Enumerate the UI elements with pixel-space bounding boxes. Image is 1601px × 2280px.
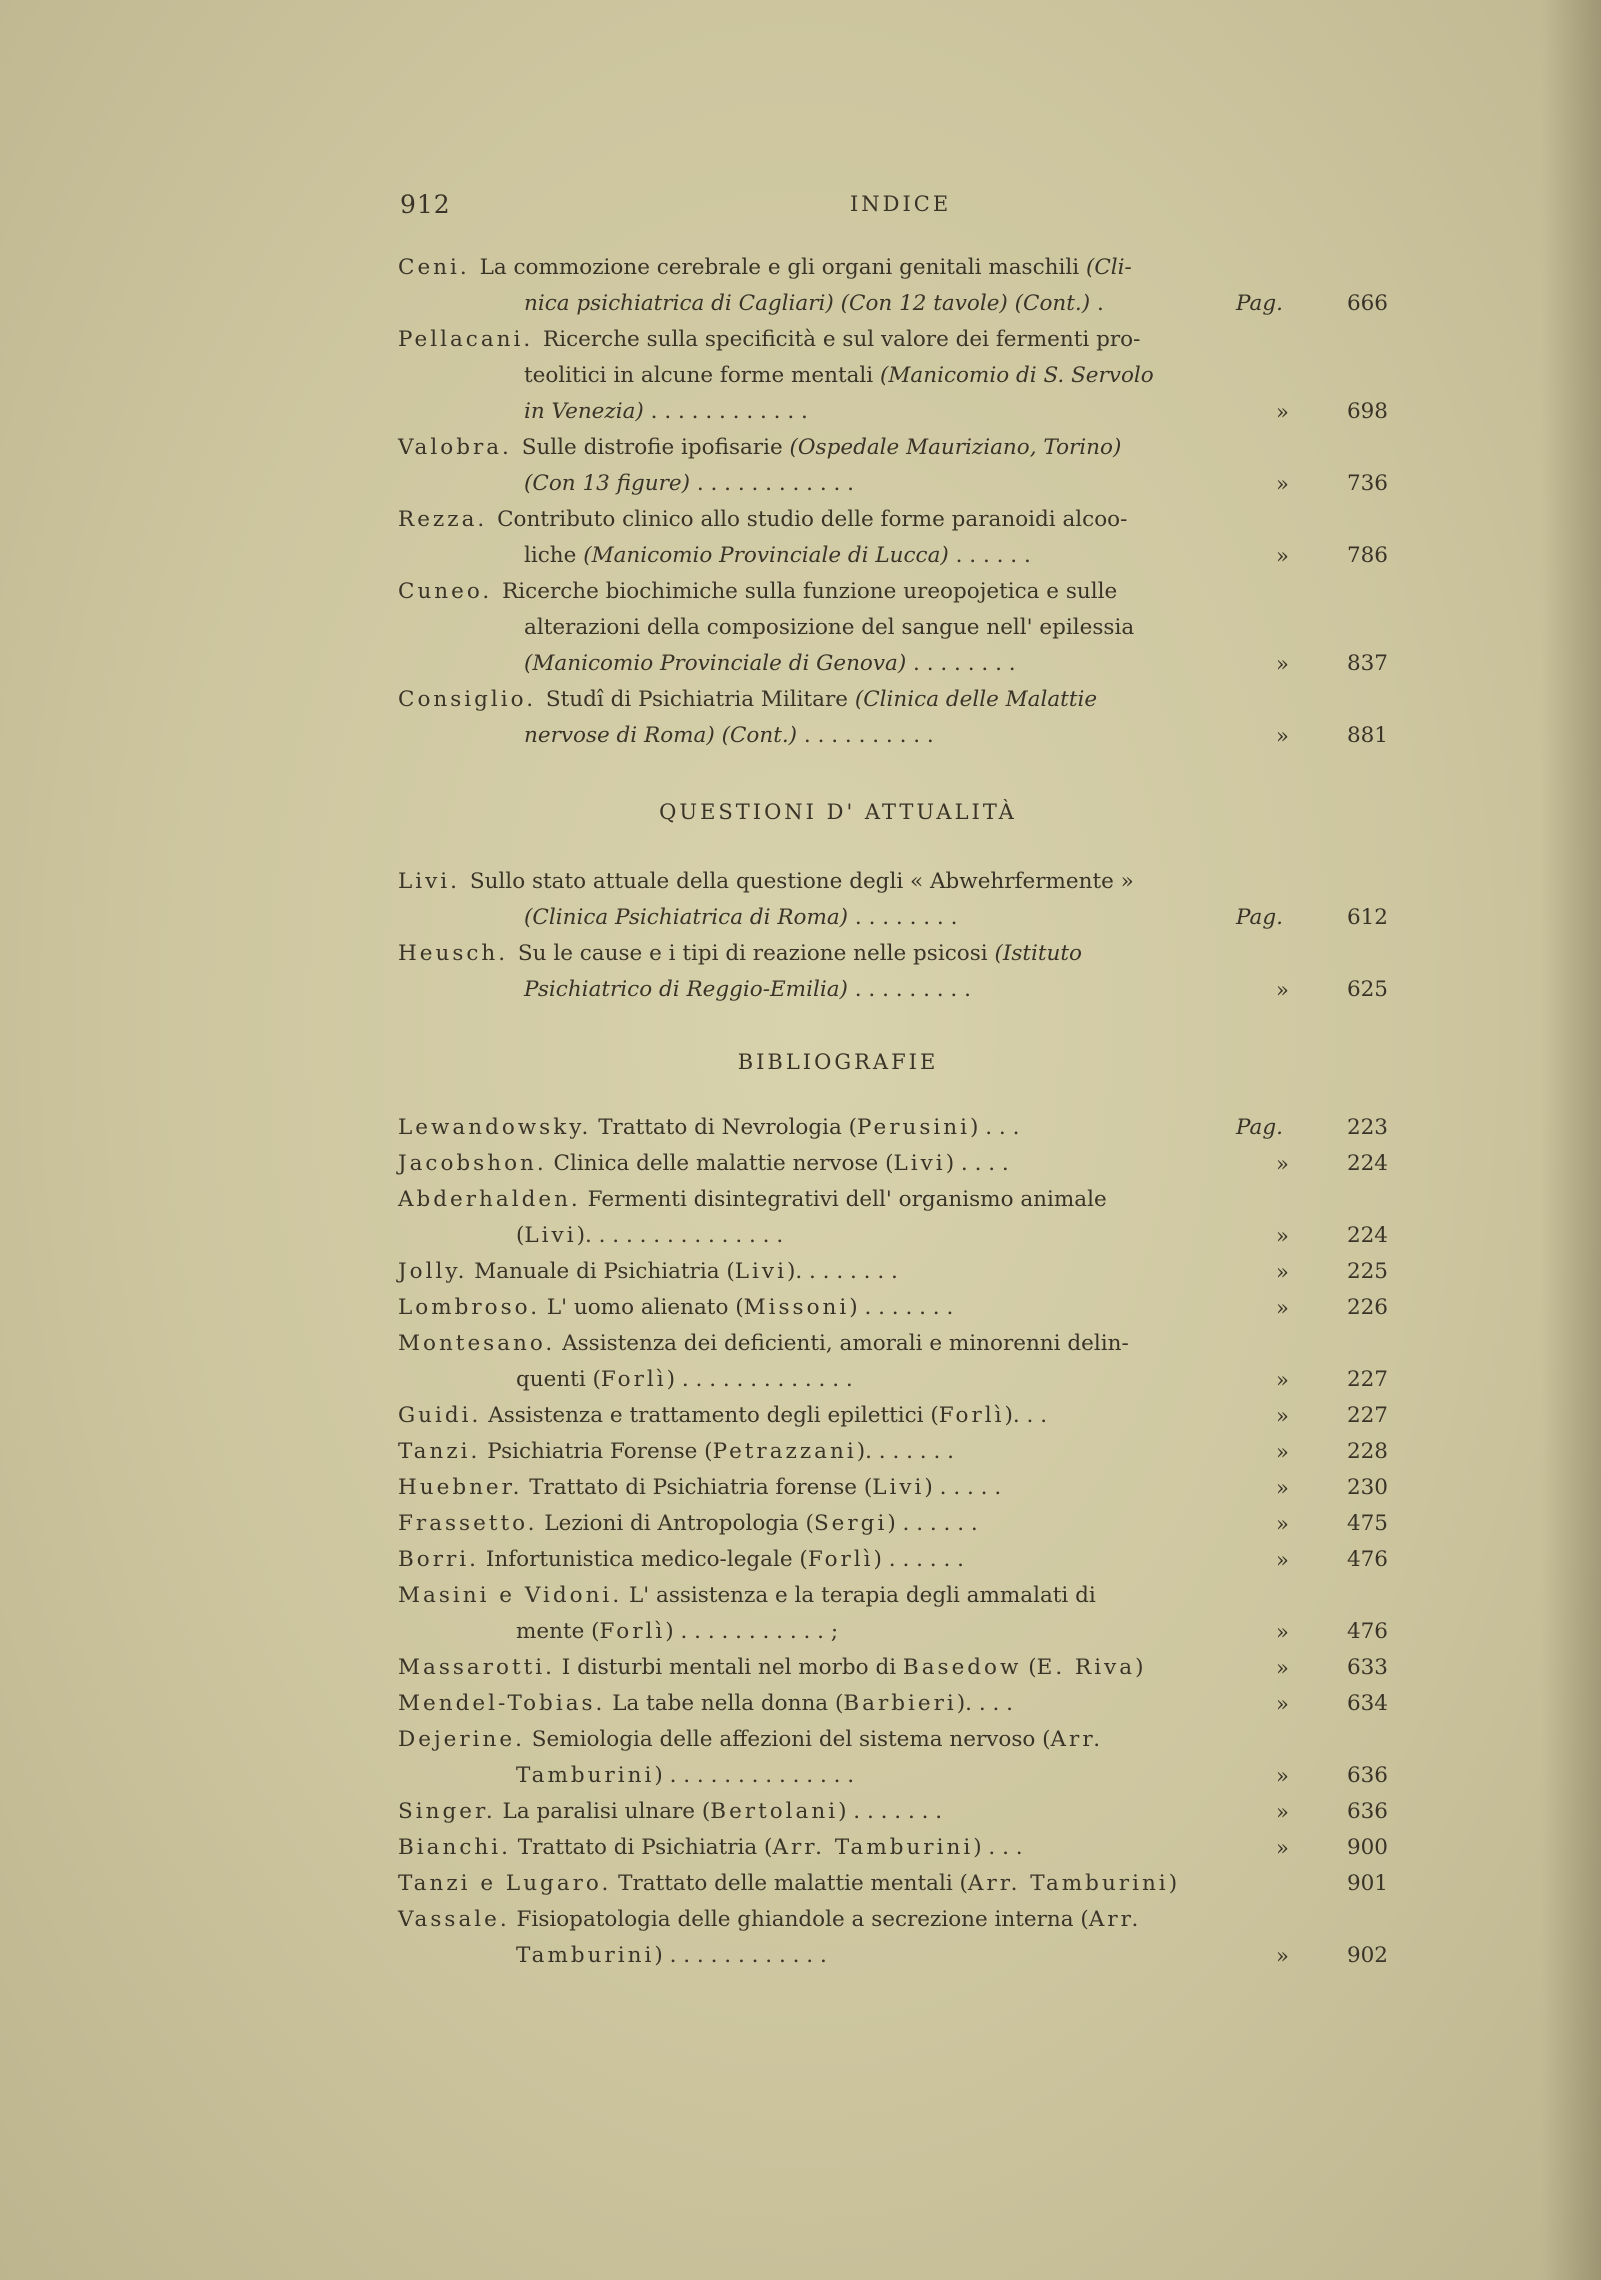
entry-line <box>398 646 1388 682</box>
entry-text: ). . . . . . . . . . . . . . . <box>576 1223 784 1248</box>
index-entry <box>398 1254 1388 1290</box>
entry-author: Cuneo. <box>398 579 503 604</box>
page-reference: 636 <box>1346 1763 1388 1788</box>
entry-text: Trattato di Nevrologia ( <box>591 1115 858 1140</box>
page-reference: 476 <box>1346 1619 1388 1644</box>
person-name: Tamburini <box>516 1763 655 1788</box>
person-name: Lewandowsky. <box>398 1115 592 1140</box>
person-name: Bertolani <box>710 1799 839 1824</box>
entry-text: ). . . . . . . <box>856 1439 954 1464</box>
person-name: Massarotti. <box>398 1655 555 1680</box>
page-reference: 227 <box>1346 1403 1388 1428</box>
ditto-mark: » <box>1276 1548 1289 1572</box>
person-name: Masini e Vidoni. <box>398 1583 623 1608</box>
page-reference: 224 <box>1346 1223 1388 1248</box>
index-entry <box>398 1902 1388 1974</box>
entry-line <box>398 1110 1388 1146</box>
entry-text: ) . . . . . . <box>873 1547 964 1572</box>
page-reference: 625 <box>1346 977 1388 1002</box>
entry-line <box>398 322 1278 358</box>
entry-line <box>398 1290 1388 1326</box>
entry-line <box>398 574 1278 610</box>
entry-line <box>398 1758 1388 1794</box>
entry-line <box>398 1578 1278 1614</box>
person-name: Missoni <box>743 1295 850 1320</box>
entry-text: ) . . . . . . . <box>849 1295 954 1320</box>
entry-line <box>398 1218 1388 1254</box>
person-name: Jolly. <box>398 1259 468 1284</box>
entry-text: L' uomo alienato ( <box>540 1295 744 1320</box>
entry-line <box>398 864 1278 900</box>
institution-text: (Clinica delle Malattie <box>854 687 1098 712</box>
entry-text: Fermenti disintegrativi dell' organismo animale <box>580 1187 1107 1212</box>
pag-label: Pag. <box>1236 291 1283 316</box>
entry-line <box>398 1506 1388 1542</box>
entry-text: Infortunistica medico-legale ( <box>479 1547 808 1572</box>
entry-text: . . . . . . . . . . <box>797 723 934 748</box>
pag-label: Pag. <box>1236 1115 1283 1140</box>
person-name: Perusini <box>857 1115 971 1140</box>
entry-line <box>398 466 1388 502</box>
entry-text: La tabe nella donna ( <box>605 1691 844 1716</box>
index-entry <box>398 322 1388 430</box>
person-name: Abderhalden. <box>398 1187 581 1212</box>
index-entry <box>398 1686 1388 1722</box>
entry-text: Sulle distrofie ipofisarie <box>521 435 790 460</box>
entry-text: . . . . . . . . . . . . <box>643 399 808 424</box>
entry-line <box>398 1650 1388 1686</box>
entry-text: Psichiatria Forense ( <box>480 1439 713 1464</box>
entry-text: Trattato di Psichiatria ( <box>510 1835 773 1860</box>
entry-text: ) . . . . . . . . . . . . <box>654 1943 827 1968</box>
index-entry <box>398 1830 1388 1866</box>
entry-author: Heusch. <box>398 941 518 966</box>
entry-text: Assistenza e trattamento degli epilettici ( <box>481 1403 939 1428</box>
ditto-mark: » <box>1276 1476 1289 1500</box>
entry-text: Trattato di Psichiatria forense ( <box>522 1475 873 1500</box>
page-reference: 736 <box>1346 471 1388 496</box>
index-entry <box>398 1542 1388 1578</box>
entry-text: . . . . . . . . . <box>847 977 971 1002</box>
entry-author: Consiglio. <box>398 687 546 712</box>
entry-line <box>398 1434 1388 1470</box>
institution-text: (Manicomio Provinciale di Lucca) <box>583 543 949 568</box>
ditto-mark: » <box>1276 652 1289 676</box>
entry-line <box>398 1182 1278 1218</box>
section-title-bibliografie: BIBLIOGRAFIE <box>737 1050 939 1074</box>
entry-line <box>398 394 1388 430</box>
entry-text: ). . . <box>1004 1403 1048 1428</box>
page-reference: 634 <box>1346 1691 1388 1716</box>
entry-text: ) . . . . . . . . . . . ; <box>665 1619 839 1644</box>
entry-text: Assistenza dei deficienti, amorali e minorenni delin- <box>555 1331 1129 1356</box>
entry-text: ). . . . <box>956 1691 1014 1716</box>
person-name: Arr. <box>1050 1727 1104 1752</box>
entry-line <box>398 1794 1388 1830</box>
entry-line <box>398 286 1388 322</box>
entry-line <box>398 250 1278 286</box>
index-entry <box>398 502 1388 574</box>
person-name: Huebner. <box>398 1475 523 1500</box>
page-reference: 636 <box>1346 1799 1388 1824</box>
person-name: Barbieri <box>843 1691 957 1716</box>
person-name: Livi <box>872 1475 925 1500</box>
institution-text: nica psichiatrica di Cagliari) (Con 12 tavole) (Cont.) <box>524 291 1091 316</box>
institution-text: Psichiatrico di Reggio-Emilia) <box>524 977 848 1002</box>
entry-line <box>398 682 1278 718</box>
entry-text: ) . . . <box>973 1835 1023 1860</box>
entry-text: . . . . . . . . . . . . <box>690 471 855 496</box>
page-header <box>400 190 1320 224</box>
person-name: Forlì <box>600 1367 667 1392</box>
page-reference: 225 <box>1346 1259 1388 1284</box>
ditto-mark: » <box>1276 544 1289 568</box>
institution-text: (Manicomio di S. Servolo <box>880 363 1154 388</box>
entry-line <box>398 1470 1388 1506</box>
person-name: Mendel-Tobias. <box>398 1691 606 1716</box>
entry-line <box>398 610 1278 646</box>
entry-text: Trattato delle malattie mentali ( <box>611 1871 968 1896</box>
person-name: Arr. Tamburini <box>967 1871 1169 1896</box>
page-reference: 476 <box>1346 1547 1388 1572</box>
entry-text: . . . . . . . . <box>848 905 958 930</box>
entry-author: Rezza. <box>398 507 498 532</box>
page-reference: 228 <box>1346 1439 1388 1464</box>
ditto-mark: » <box>1276 1368 1289 1392</box>
person-name: E. Riva <box>1036 1655 1136 1680</box>
index-entry <box>398 1290 1388 1326</box>
entry-text: Ricerche sulla specificità e sul valore dei fermenti pro- <box>543 327 1141 352</box>
section-title-questioni: QUESTIONI D' ATTUALITÀ <box>659 800 1017 824</box>
entry-line <box>398 1542 1388 1578</box>
person-name: Lombroso. <box>398 1295 541 1320</box>
ditto-mark: » <box>1276 1152 1289 1176</box>
entry-line <box>398 1830 1388 1866</box>
index-entry <box>398 1398 1388 1434</box>
ditto-mark: » <box>1276 978 1289 1002</box>
person-name: Borri. <box>398 1547 480 1572</box>
ditto-mark: » <box>1276 724 1289 748</box>
entry-line <box>398 936 1278 972</box>
person-name: Guidi. <box>398 1403 482 1428</box>
entry-line <box>398 718 1388 754</box>
index-entry <box>398 1470 1388 1506</box>
entry-line <box>398 1146 1388 1182</box>
ditto-mark: » <box>1276 1800 1289 1824</box>
entry-author: Ceni. <box>398 255 480 280</box>
entry-text: ( <box>1021 1655 1037 1680</box>
ditto-mark: » <box>1276 1512 1289 1536</box>
entry-line <box>398 358 1278 394</box>
entry-text: ) . . . . <box>945 1151 1009 1176</box>
ditto-mark: » <box>1276 1296 1289 1320</box>
entry-line <box>398 1902 1278 1938</box>
entry-text: ( <box>516 1223 525 1248</box>
entry-text: Clinica delle malattie nervose ( <box>546 1151 894 1176</box>
index-entry <box>398 1650 1388 1686</box>
ditto-mark: » <box>1276 1404 1289 1428</box>
person-name: Livi <box>734 1259 787 1284</box>
page-reference: 900 <box>1346 1835 1388 1860</box>
index-entry <box>398 1866 1388 1902</box>
entry-text: Sullo stato attuale della questione degli « Abwehrfermente » <box>469 869 1134 894</box>
person-name: Singer. <box>398 1799 496 1824</box>
ditto-mark: » <box>1276 1656 1289 1680</box>
page-reference: 901 <box>1346 1871 1388 1896</box>
entry-line <box>398 1722 1278 1758</box>
entry-text: Contributo clinico allo studio delle forme paranoidi alcoo- <box>497 507 1128 532</box>
entry-line <box>398 1614 1388 1650</box>
page-number: 912 <box>400 190 451 219</box>
institution-text: in Venezia) <box>524 399 644 424</box>
entry-text: Ricerche biochimiche sulla funzione ureopojetica e sulle <box>502 579 1118 604</box>
institution-text: (Con 13 figure) <box>524 471 690 496</box>
index-entry <box>398 1578 1388 1650</box>
person-name: Livi <box>524 1223 577 1248</box>
running-title: INDICE <box>850 192 952 216</box>
person-name: Frassetto. <box>398 1511 538 1536</box>
person-name: Tanzi. <box>398 1439 481 1464</box>
entry-text: teolitici in alcune forme mentali <box>524 363 880 388</box>
entry-line <box>398 1398 1388 1434</box>
person-name: Montesano. <box>398 1331 556 1356</box>
entry-text: ) . . . . . . . <box>838 1799 943 1824</box>
page-reference: 633 <box>1346 1655 1388 1680</box>
entry-text: liche <box>524 543 584 568</box>
index-entry <box>398 936 1388 1008</box>
entry-line <box>398 1686 1388 1722</box>
institution-text: (Manicomio Provinciale di Genova) <box>524 651 907 676</box>
index-entry <box>398 1794 1388 1830</box>
entry-text: ). . . . . . . . <box>786 1259 898 1284</box>
entry-text: mente ( <box>516 1619 600 1644</box>
person-name: Dejerine. <box>398 1727 525 1752</box>
index-entry <box>398 1506 1388 1542</box>
entry-text: ) . . . . . . . . . . . . . . <box>654 1763 855 1788</box>
person-name: Sergi <box>813 1511 888 1536</box>
index-entry <box>398 250 1388 322</box>
entry-text: alterazioni della composizione del sangue nell' epilessia <box>524 615 1135 640</box>
entry-text: ) <box>1135 1655 1144 1680</box>
ditto-mark: » <box>1276 1836 1289 1860</box>
index-entry <box>398 1110 1388 1146</box>
page-reference: 227 <box>1346 1367 1388 1392</box>
person-name: Forlì <box>807 1547 874 1572</box>
entry-text: Manuale di Psichiatria ( <box>467 1259 735 1284</box>
entry-author: Valobra. <box>398 435 522 460</box>
page-reference: 223 <box>1346 1115 1388 1140</box>
entry-text: Su le cause e i tipi di reazione nelle psicosi <box>517 941 995 966</box>
entry-author: Livi. <box>398 869 470 894</box>
person-name: Forlì <box>938 1403 1005 1428</box>
index-entry <box>398 430 1388 502</box>
institution-text: (Istituto <box>994 941 1082 966</box>
index-entry <box>398 1722 1388 1794</box>
page-reference: 224 <box>1346 1151 1388 1176</box>
person-name: Arr. <box>1088 1907 1142 1932</box>
page-reference: 230 <box>1346 1475 1388 1500</box>
entry-text: I disturbi mentali nel morbo di <box>554 1655 903 1680</box>
questioni-list <box>398 864 1388 1008</box>
institution-text: nervose di Roma) (Cont.) <box>524 723 798 748</box>
institution-text: (Clinica Psichiatrica di Roma) <box>524 905 849 930</box>
entry-text: ) . . . . . . <box>887 1511 978 1536</box>
ditto-mark: » <box>1276 1944 1289 1968</box>
page-reference: 902 <box>1346 1943 1388 1968</box>
ditto-mark: » <box>1276 1620 1289 1644</box>
ditto-mark: » <box>1276 400 1289 424</box>
person-name: Vassale. <box>398 1907 510 1932</box>
entry-text: Studî di Psichiatria Militare <box>545 687 855 712</box>
ditto-mark: » <box>1276 1260 1289 1284</box>
entry-line <box>398 972 1388 1008</box>
page-reference: 837 <box>1346 651 1388 676</box>
entry-text: Fisiopatologia delle ghiandole a secrezione interna ( <box>509 1907 1089 1932</box>
original-works-list <box>398 250 1388 754</box>
index-entry <box>398 1146 1388 1182</box>
ditto-mark: » <box>1276 1764 1289 1788</box>
person-name: Jacobshon. <box>398 1151 547 1176</box>
person-name: Livi <box>893 1151 946 1176</box>
entry-text: ) . . . . . . . . . . . . . <box>666 1367 853 1392</box>
index-entry <box>398 864 1388 936</box>
entry-line <box>398 502 1278 538</box>
index-entry <box>398 1434 1388 1470</box>
bibliografie-list <box>398 1110 1388 1974</box>
institution-text: (Ospedale Mauriziano, Torino) <box>789 435 1122 460</box>
page-reference: 881 <box>1346 723 1388 748</box>
entry-line <box>398 1362 1388 1398</box>
person-name: Tanzi e Lugaro. <box>398 1871 612 1896</box>
entry-text: . . . . . . . . <box>906 651 1016 676</box>
ditto-mark: » <box>1276 1224 1289 1248</box>
entry-text: Lezioni di Antropologia ( <box>537 1511 814 1536</box>
entry-text: ) . . . . . <box>924 1475 1002 1500</box>
page-reference: 475 <box>1346 1511 1388 1536</box>
index-entry <box>398 574 1388 682</box>
index-entry <box>398 1326 1388 1398</box>
entry-line <box>398 900 1388 936</box>
entry-author: Pellacani. <box>398 327 544 352</box>
entry-line <box>398 1326 1278 1362</box>
person-name: Tamburini <box>516 1943 655 1968</box>
index-entry <box>398 1182 1388 1254</box>
page-reference: 226 <box>1346 1295 1388 1320</box>
person-name: Arr. Tamburini <box>772 1835 974 1860</box>
entry-line <box>398 1254 1388 1290</box>
entry-text: ) . . . <box>970 1115 1020 1140</box>
entry-text: La commozione cerebrale e gli organi genitali maschili <box>479 255 1086 280</box>
page-reference: 786 <box>1346 543 1388 568</box>
person-name: Bianchi. <box>398 1835 511 1860</box>
entry-text: Semiologia delle affezioni del sistema nervoso ( <box>524 1727 1051 1752</box>
person-name: Petrazzani <box>712 1439 857 1464</box>
entry-line <box>398 1866 1388 1902</box>
pag-label: Pag. <box>1236 905 1283 930</box>
entry-text: L' assistenza e la terapia degli ammalati di <box>622 1583 1096 1608</box>
entry-text: . <box>1090 291 1104 316</box>
index-entry <box>398 682 1388 754</box>
person-name: Basedow <box>902 1655 1022 1680</box>
page-reference: 666 <box>1346 291 1388 316</box>
entry-text: ) <box>1168 1871 1178 1896</box>
ditto-mark: » <box>1276 1692 1289 1716</box>
entry-text: . . . . . . <box>948 543 1031 568</box>
ditto-mark: » <box>1276 1440 1289 1464</box>
entry-text: La paralisi ulnare ( <box>495 1799 711 1824</box>
institution-text: (Cli- <box>1085 255 1132 280</box>
ditto-mark: » <box>1276 472 1289 496</box>
person-name: Forlì <box>599 1619 666 1644</box>
entry-line <box>398 538 1388 574</box>
entry-line <box>398 430 1278 466</box>
page-reference: 612 <box>1346 905 1388 930</box>
entry-text: quenti ( <box>516 1367 601 1392</box>
page-reference: 698 <box>1346 399 1388 424</box>
entry-line <box>398 1938 1388 1974</box>
